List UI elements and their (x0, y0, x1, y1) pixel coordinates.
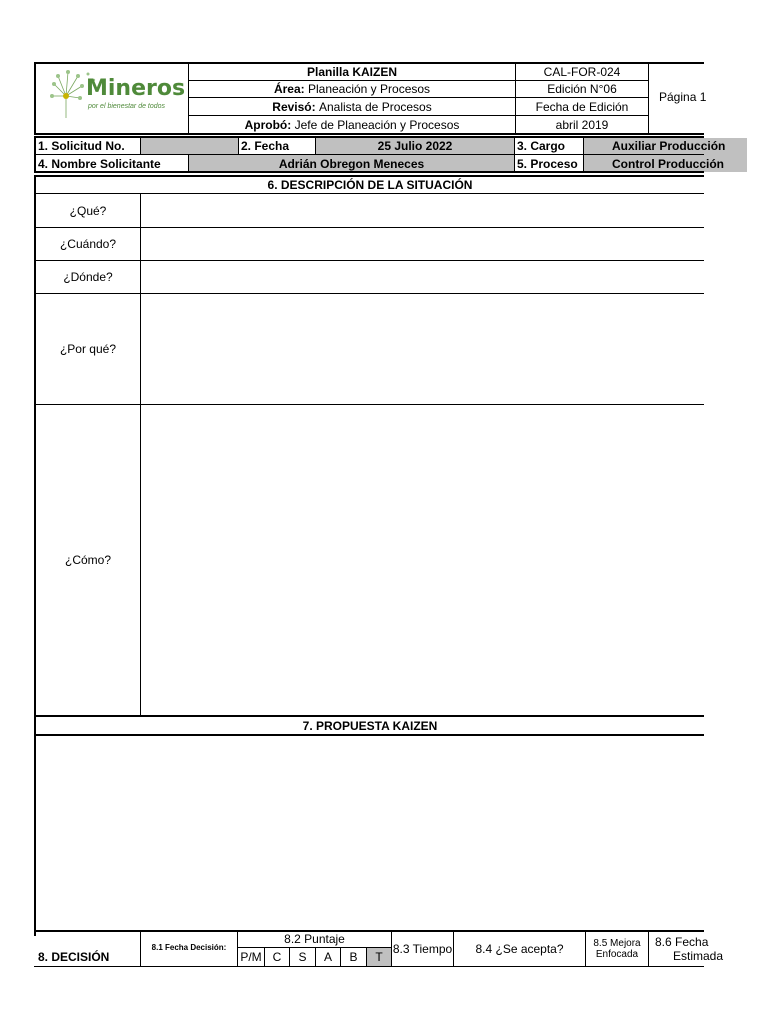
se-acepta-label: 8.4 ¿Se acepta? (475, 941, 564, 956)
reviso-value: Analista de Procesos (318, 99, 432, 114)
proceso-label: 5. Proceso (517, 156, 578, 171)
edition-date-label: Fecha de Edición (535, 99, 629, 114)
nombre-value: Adrián Obregon Meneces (278, 156, 425, 171)
fecha-est-line1: 8.6 Fecha (655, 935, 709, 949)
cargo-value: Auxiliar Producción (612, 139, 726, 153)
cuando-label: ¿Cuándo? (59, 237, 117, 251)
puntaje-label: 8.2 Puntaje (284, 932, 345, 946)
proposal-heading: 7. PROPUESTA KAIZEN (302, 718, 438, 733)
page-number: Página 1 (659, 90, 707, 104)
situation-heading: 6. DESCRIPCIÓN DE LA SITUACIÓN (267, 178, 473, 192)
puntaje-col-s: S (298, 950, 307, 964)
solicitud-label: 1. Solicitud No. (38, 139, 125, 153)
por-que-label: ¿Por qué? (59, 342, 117, 356)
reviso-label: Revisó: (272, 99, 316, 114)
mejora-enfocada-label (586, 931, 648, 966)
donde-field[interactable] (141, 261, 704, 293)
form-title: Planilla KAIZEN (306, 64, 398, 79)
puntaje-col-c: C (272, 950, 282, 964)
area-value: Planeación y Procesos (307, 82, 431, 96)
aprobo-value: Jefe de Planeación y Procesos (294, 117, 460, 132)
form-code: CAL-FOR-024 (543, 64, 621, 79)
mejora-line1: 8.5 Mejora (593, 937, 641, 949)
donde-label: ¿Dónde? (63, 270, 113, 284)
puntaje-col-pm: P/M (240, 950, 262, 964)
como-field[interactable] (141, 405, 704, 715)
cargo-label: 3. Cargo (517, 139, 566, 153)
puntaje-col-a: A (323, 950, 332, 964)
puntaje-col-b: B (349, 950, 358, 964)
como-label: ¿Cómo? (64, 553, 111, 567)
logo-tagline: por el bienestar de todos (88, 103, 166, 110)
edition: Edición N°06 (547, 82, 617, 96)
logo-text: Mineros (86, 76, 186, 101)
fecha-label: 2. Fecha (241, 139, 290, 153)
fecha-estimada-label (655, 935, 725, 963)
proposal-field[interactable] (36, 736, 704, 930)
reviso-row (189, 98, 515, 115)
nombre-label: 4. Nombre Solicitante (38, 156, 161, 171)
area-row (189, 81, 515, 97)
proceso-value: Control Producción (612, 156, 724, 171)
fecha-est-line2: Estimada (673, 949, 724, 963)
mejora-line2: Enfocada (595, 948, 639, 960)
fecha-decision-label: 8.1 Fecha Decisión: (151, 943, 227, 952)
que-label: ¿Qué? (69, 203, 107, 218)
edition-date: abril 2019 (555, 117, 609, 132)
fecha-value: 25 Julio 2022 (377, 139, 453, 153)
aprobo-label: Aprobó: (244, 117, 292, 132)
por-que-field[interactable] (141, 294, 704, 404)
area-label: Área: (273, 82, 305, 96)
aprobo-row (189, 116, 515, 133)
puntaje-col-t: T (375, 950, 383, 964)
que-field[interactable] (141, 194, 704, 227)
decision-label: 8. DECISIÓN (38, 949, 110, 964)
tiempo-label: 8.3 Tiempo (392, 941, 453, 956)
cuando-field[interactable] (141, 228, 704, 260)
